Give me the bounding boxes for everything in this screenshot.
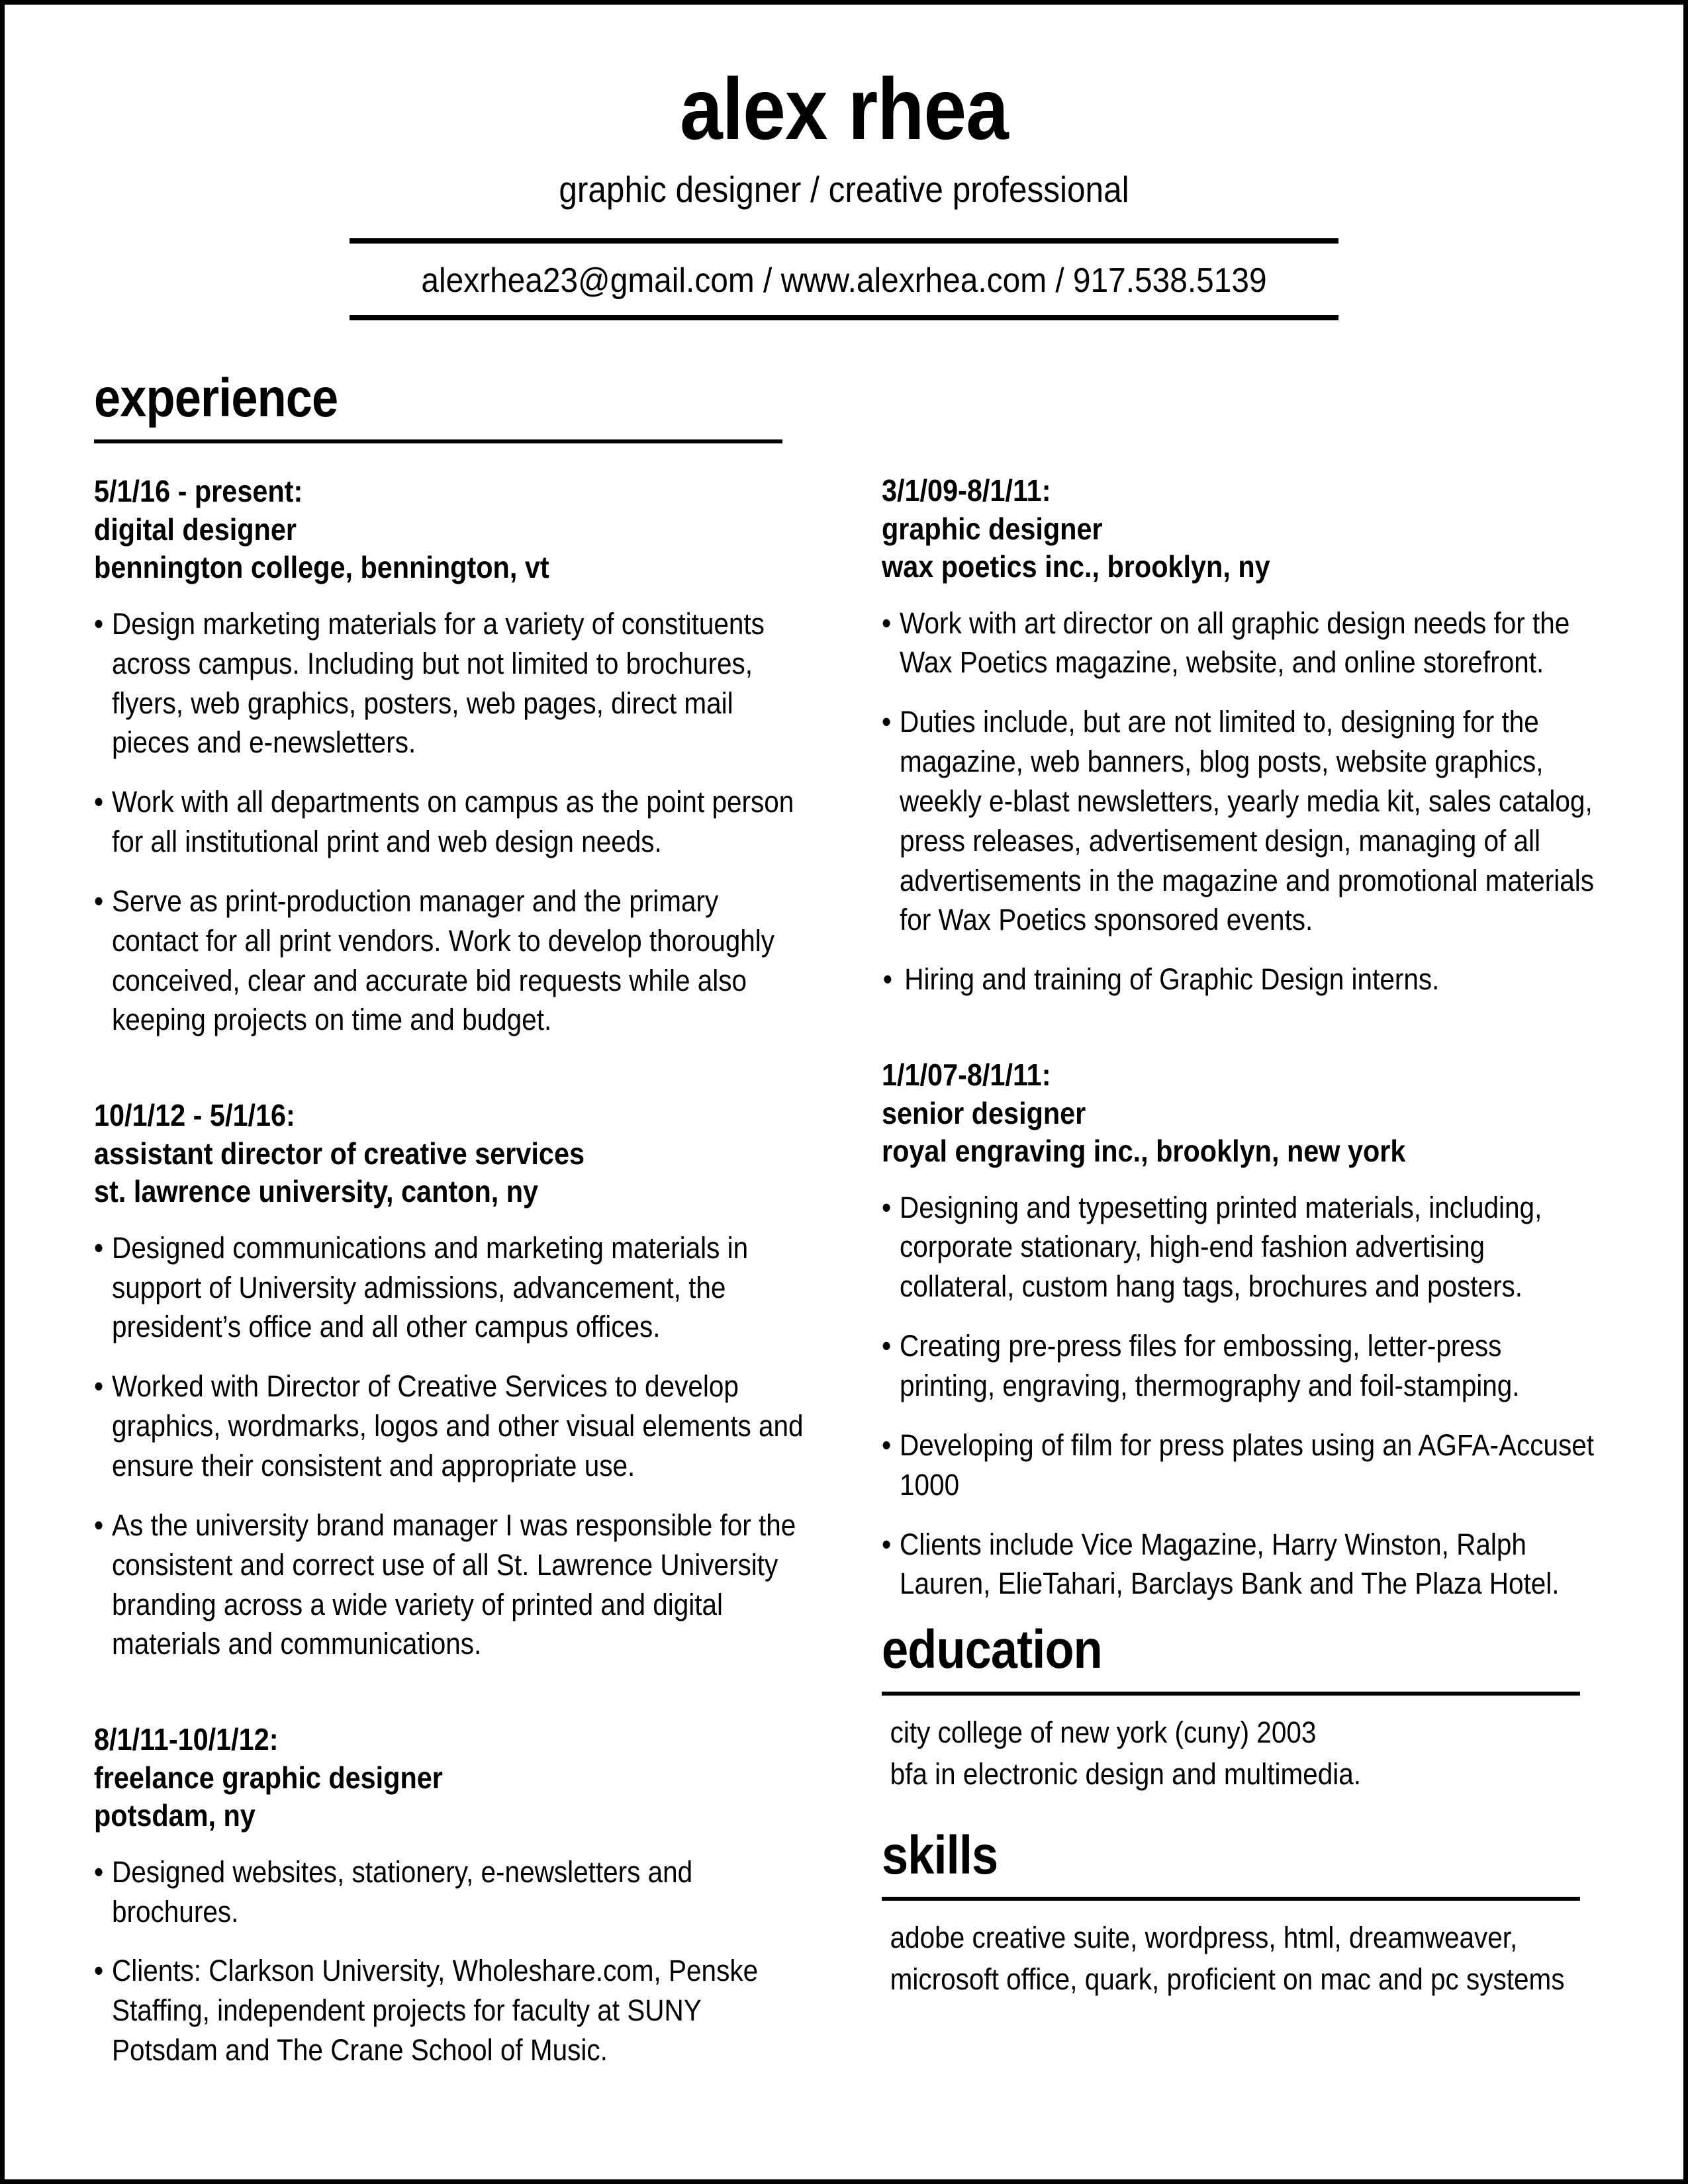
job-bullets: [882, 604, 1595, 1000]
job-entry: [94, 1097, 804, 1664]
bullet-text: Designed websites, stationery, e-newsletters and brochures.: [112, 1854, 693, 1929]
contact-rule-bottom: [350, 315, 1338, 320]
right-column: [882, 372, 1595, 2000]
job-entry: [882, 1056, 1595, 1604]
section-spacer: [882, 1019, 1583, 1056]
bullet-text: Work with art director on all graphic design needs for the Wax Poetics magazine, website, and online storefront.: [900, 606, 1570, 680]
bullet-text: Worked with Director of Creative Services to develop graphics, wordmarks, logos and other visual elements and ensure their consistent and appropriate use.: [112, 1369, 804, 1483]
job-org: potsdam, ny: [94, 1798, 256, 1833]
contact-line: alexrhea23@gmail.com / www.alexrhea.com / 917.538.5139: [421, 261, 1267, 300]
bullet-text: Designing and typesetting printed materials, including, corporate stationary, high-end fashion advertising collateral, custom hang tags, brochures and posters.: [900, 1190, 1542, 1304]
bullet-icon: •: [882, 962, 892, 997]
section-title-experience: experience: [94, 368, 338, 428]
experience-title-rule: [94, 439, 782, 443]
job-entry: [882, 472, 1595, 999]
bullet-text: Duties include, but are not limited to, designing for the magazine, web banners, blog posts, website graphics, weekly e-blast newsletters, yearly media kit, sales catalog, press releases, advertisement design, managing of all advertisements in the magazine and promotional materials for Wax Poetics sponsored events.: [900, 705, 1595, 937]
skills-section: [882, 1825, 1583, 2000]
job-entry: [94, 1721, 792, 2070]
candidate-name: alex rhea: [680, 60, 1008, 158]
bullet-icon: •: [94, 785, 104, 819]
skills-body: [882, 1917, 1591, 2000]
candidate-tagline: graphic designer / creative professional: [559, 169, 1129, 210]
list-item: [882, 960, 1605, 999]
list-item: [94, 1852, 810, 1932]
list-item: [882, 1326, 1601, 1406]
job-dates: 10/1/12 - 5/1/16:: [94, 1098, 295, 1133]
list-item: [882, 604, 1601, 683]
section-title-skills: skills: [882, 1825, 998, 1886]
bullet-icon: •: [882, 606, 892, 640]
bullet-text: Serve as print-production manager and the primary contact for all print vendors. Work to develop thoroughly conceived, clear and accurate bid requests while also keeping projects on time and budget.: [112, 884, 775, 1037]
bullet-icon: •: [882, 705, 892, 739]
list-item: [882, 1525, 1601, 1604]
left-column: [94, 368, 804, 2090]
bullet-text: Clients: Clarkson University, Wholeshare.com, Penske Staffing, independent projects for faculty at SUNY Potsdam and The Crane School of Music.: [112, 1954, 759, 2068]
list-item: [94, 1951, 810, 2070]
bullet-icon: •: [882, 1428, 892, 1462]
section-spacer: [94, 1684, 792, 1721]
bullet-icon: •: [94, 1508, 104, 1542]
job-dates: 3/1/09-8/1/11:: [882, 473, 1051, 508]
education-line-2: bfa in electronic design and multimedia.: [890, 1756, 1362, 1791]
bullet-text: Design marketing materials for a variety of constituents across campus. Including but not limited to brochures, flyers, web graphics, posters, web pages, direct mail pieces and e-newsletters.: [112, 606, 765, 760]
education-section: [882, 1619, 1583, 1794]
list-item: [882, 1188, 1601, 1307]
list-item: [94, 1506, 810, 1664]
list-item: [94, 782, 810, 862]
education-body: [882, 1711, 1591, 1795]
bullet-text: Clients include Vice Magazine, Harry Winston, Ralph Lauren, ElieTahari, Barclays Bank and The Plaza Hotel.: [900, 1527, 1560, 1601]
job-org: bennington college, bennington, vt: [94, 550, 549, 585]
job-bullets: [94, 1228, 804, 1664]
job-dates: 5/1/16 - present:: [94, 474, 303, 509]
bullet-icon: •: [882, 1190, 892, 1224]
bullet-icon: •: [94, 606, 104, 641]
education-title-rule: [882, 1692, 1580, 1696]
job-role: freelance graphic designer: [94, 1760, 443, 1795]
job-dates: 8/1/11-10/1/12:: [94, 1722, 279, 1757]
skills-line-2: microsoft office, quark, proficient on mac and pc systems: [890, 1962, 1565, 1996]
job-org: wax poetics inc., brooklyn, ny: [882, 549, 1270, 584]
list-item: [94, 604, 810, 762]
bullet-text: Hiring and training of Graphic Design interns.: [904, 962, 1440, 997]
skills-line-1: adobe creative suite, wordpress, html, dreamweaver,: [890, 1920, 1518, 1954]
bullet-text: Creating pre-press files for embossing, letter-press printing, engraving, thermography and foil-stamping.: [900, 1329, 1520, 1402]
experience-heading-group: [94, 368, 792, 443]
bullet-icon: •: [94, 1954, 104, 1988]
job-role: digital designer: [94, 512, 297, 547]
bullet-text: Designed communications and marketing materials in support of University admissions, advancement, the president’s office and all other campus offices.: [112, 1230, 749, 1344]
section-title-education: education: [882, 1619, 1102, 1680]
bullet-text: As the university brand manager I was responsible for the consistent and correct use of all St. Lawrence University branding across a wide variety of printed and digital materials and communications.: [112, 1508, 796, 1661]
section-spacer: [94, 1060, 792, 1097]
skills-title-rule: [882, 1897, 1580, 1901]
contact-rule-top: [350, 238, 1338, 244]
bullet-icon: •: [94, 1854, 104, 1889]
list-item: [882, 702, 1601, 940]
list-item: [94, 1228, 810, 1347]
job-bullets: [882, 1188, 1595, 1604]
job-bullets: [94, 1852, 792, 2070]
job-bullets: [94, 604, 792, 1040]
job-entry: [94, 473, 792, 1040]
list-item: [94, 1367, 810, 1486]
bullet-icon: •: [94, 884, 104, 918]
bullet-icon: •: [94, 1369, 104, 1404]
job-dates: 1/1/07-8/1/11:: [882, 1058, 1051, 1093]
job-role: assistant director of creative services: [94, 1136, 585, 1171]
job-role: senior designer: [882, 1095, 1086, 1130]
job-org: st. lawrence university, canton, ny: [94, 1174, 539, 1209]
list-item: [94, 882, 810, 1040]
job-role: graphic designer: [882, 511, 1103, 546]
bullet-icon: •: [94, 1230, 104, 1265]
bullet-text: Work with all departments on campus as the point person for all institutional print and web design needs.: [112, 785, 794, 859]
bullet-icon: •: [882, 1527, 892, 1561]
bullet-text: Developing of film for press plates using an AGFA-Accuset 1000: [900, 1428, 1595, 1502]
education-line-1: city college of new york (cuny) 2003: [890, 1715, 1317, 1749]
contact-block: [350, 238, 1338, 320]
job-org: royal engraving inc., brooklyn, new york: [882, 1134, 1406, 1169]
list-item: [882, 1426, 1601, 1505]
bullet-icon: •: [882, 1329, 892, 1363]
resume-header: [5, 5, 1683, 320]
